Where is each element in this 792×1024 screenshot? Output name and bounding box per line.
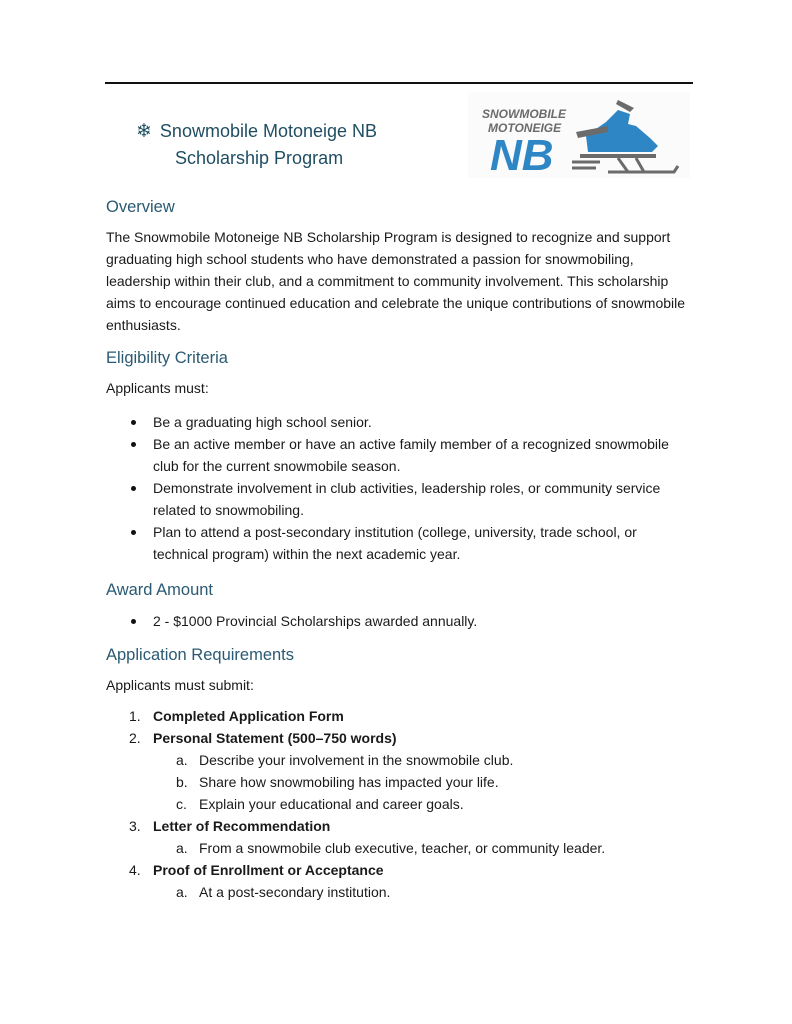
requirements-heading: Application Requirements xyxy=(106,646,295,664)
snowflake-icon: ❄ xyxy=(136,120,152,142)
bullet-icon xyxy=(131,486,136,491)
overview-heading: Overview xyxy=(106,198,175,216)
award-list xyxy=(106,610,686,632)
logo-text-line2: MOTONEIGE xyxy=(488,121,562,135)
eligibility-intro: Applicants must: xyxy=(106,380,209,396)
sub-list-item: b. Share how snowmobiling has impacted your life. xyxy=(176,774,499,790)
list-item: Be an active member or have an active family member of a recognized snowmobile club for the current snowmobile season. xyxy=(106,433,686,477)
snowmobile-icon xyxy=(468,92,690,178)
logo-text-nb: NB xyxy=(490,131,554,178)
logo-text-line1: SNOWMOBILE xyxy=(482,107,566,121)
eligibility-list xyxy=(106,411,686,565)
bullet-icon xyxy=(131,420,136,425)
document-title xyxy=(136,118,377,174)
list-item: 1. Completed Application Form xyxy=(129,708,344,724)
award-heading: Award Amount xyxy=(106,581,214,599)
list-item: 2. Personal Statement (500–750 words) xyxy=(129,730,397,746)
header-rule xyxy=(105,82,693,84)
sub-list-item: a. From a snowmobile club executive, teacher, or community leader. xyxy=(176,840,606,856)
bullet-icon xyxy=(131,530,136,535)
title-line-1: Snowmobile Motoneige NB xyxy=(159,120,378,141)
eligibility-heading: Eligibility Criteria xyxy=(106,349,228,367)
overview-text: The Snowmobile Motoneige NB Scholarship Program is designed to recognize and support graduating high school students who have demonstrated a passion for snowmobiling, leadership within their club, and a commitment to community involvement. This scholarship aims to encourage continued education and celebrate the unique contributions of snowmobile enthusiasts. xyxy=(106,229,686,333)
requirements-intro: Applicants must submit: xyxy=(106,677,254,693)
list-item: 4. Proof of Enrollment or Acceptance xyxy=(129,862,384,878)
requirements-list xyxy=(106,705,686,903)
sub-list-item: a. Describe your involvement in the snowmobile club. xyxy=(176,752,514,768)
bullet-icon xyxy=(131,442,136,447)
list-item: Be a graduating high school senior. xyxy=(106,411,686,433)
title-line-2: Scholarship Program xyxy=(175,148,344,168)
sub-list-item: a. At a post-secondary institution. xyxy=(176,884,391,900)
list-item: 2 - $1000 Provincial Scholarships awarded annually. xyxy=(106,610,686,632)
list-item: Plan to attend a post-secondary institution (college, university, trade school, or technical program) within the next academic year. xyxy=(106,521,686,565)
list-item: Demonstrate involvement in club activities, leadership roles, or community service related to snowmobiling. xyxy=(106,477,686,521)
sub-list-item: c. Explain your educational and career goals. xyxy=(176,796,464,812)
snowmobile-nb-logo xyxy=(468,92,690,178)
bullet-icon xyxy=(131,619,136,624)
list-item: 3. Letter of Recommendation xyxy=(129,818,331,834)
